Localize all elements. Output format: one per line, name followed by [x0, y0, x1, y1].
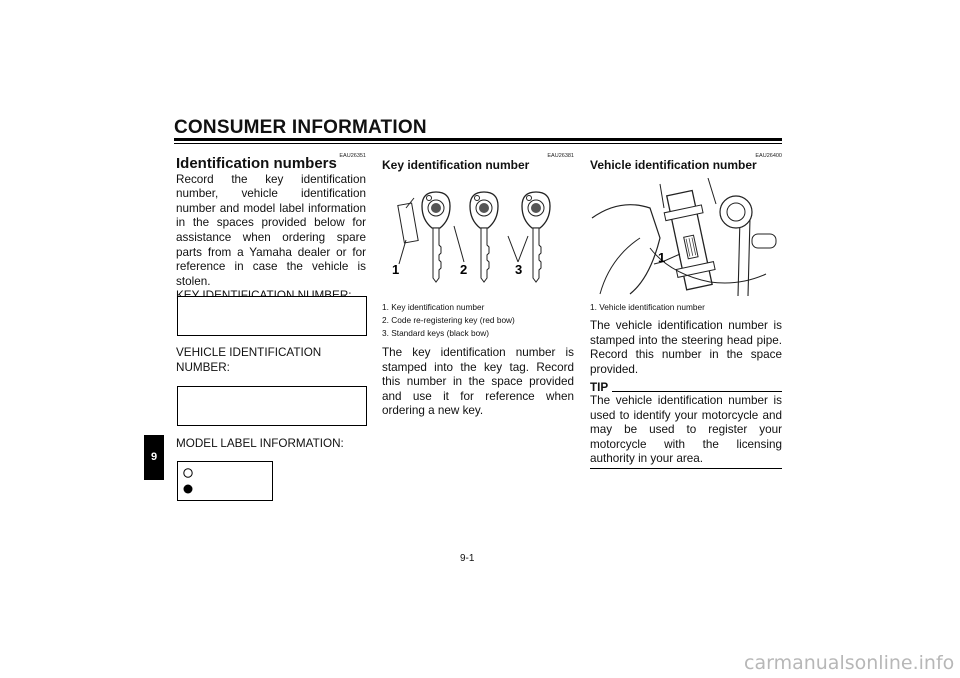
vehicle-number-label [176, 346, 366, 375]
tip-body: The vehicle identification number is used to identify your motorcycle and may be used to register your motorcycle with the licensing authority in your area. [590, 394, 782, 466]
vehicle-number-label-line1: VEHICLE IDENTIFICATION [176, 346, 322, 359]
section-code: EAU26351 [339, 153, 366, 159]
callout-1: 1 [392, 262, 400, 277]
caption-item: 1. Key identification number [382, 302, 485, 312]
steering-head-illustration [590, 178, 782, 296]
chapter-tab: 9 [144, 435, 164, 480]
tip-top-rule [612, 391, 782, 392]
key-number-box [177, 296, 367, 336]
watermark: carmanualsonline.info [744, 652, 955, 674]
section-code: EAU26381 [547, 153, 574, 159]
tip-bottom-rule [590, 468, 782, 469]
section-body: The key identification number is stamped into the key tag. Record this number in the space provided and use it for reference when ordering a new key. [382, 346, 574, 418]
page-header-title: CONSUMER INFORMATION [174, 117, 427, 138]
ignition-lock [720, 196, 752, 228]
header-rule-thick [174, 138, 782, 141]
key-1 [422, 192, 450, 282]
open-circle-icon [184, 469, 192, 477]
model-label-label: MODEL LABEL INFORMATION: [176, 437, 344, 450]
filled-circle-icon [184, 485, 193, 494]
page-number: 9-1 [460, 553, 475, 564]
callout-1: 1 [658, 250, 666, 265]
model-label-box [177, 461, 273, 501]
callout-2: 2 [460, 262, 468, 277]
section-heading: Key identification number [382, 158, 530, 172]
header-rule-thin [174, 143, 782, 144]
key-captions [382, 301, 574, 340]
section-identification [176, 157, 366, 304]
tip-label: TIP [590, 381, 609, 394]
caption-item: 2. Code re-registering key (red bow) [382, 315, 515, 325]
section-heading: Vehicle identification number [590, 158, 757, 172]
callout-3: 3 [515, 262, 523, 277]
keys-illustration [382, 178, 574, 298]
vehicle-number-box [177, 386, 367, 426]
section-body: Record the key identification number, vehicle identification number and model label information in the spaces provided below for assistance when ordering spare parts from a Yamaha dealer or for reference in case the vehicle is stolen. [176, 172, 366, 288]
section-heading: Identification numbers [176, 155, 337, 172]
section-body: The vehicle identification number is stamped into the steering head pipe. Record this number in the space provided. [590, 319, 782, 376]
key-tag [398, 203, 418, 243]
key-2 [470, 192, 498, 282]
vehicle-caption: 1. Vehicle identification number [590, 302, 705, 312]
section-code: EAU26400 [755, 153, 782, 159]
key-3 [522, 192, 550, 282]
vehicle-number-label-line2: NUMBER: [176, 360, 230, 374]
caption-item: 3. Standard keys (black bow) [382, 328, 489, 338]
model-label-symbols [178, 462, 272, 500]
